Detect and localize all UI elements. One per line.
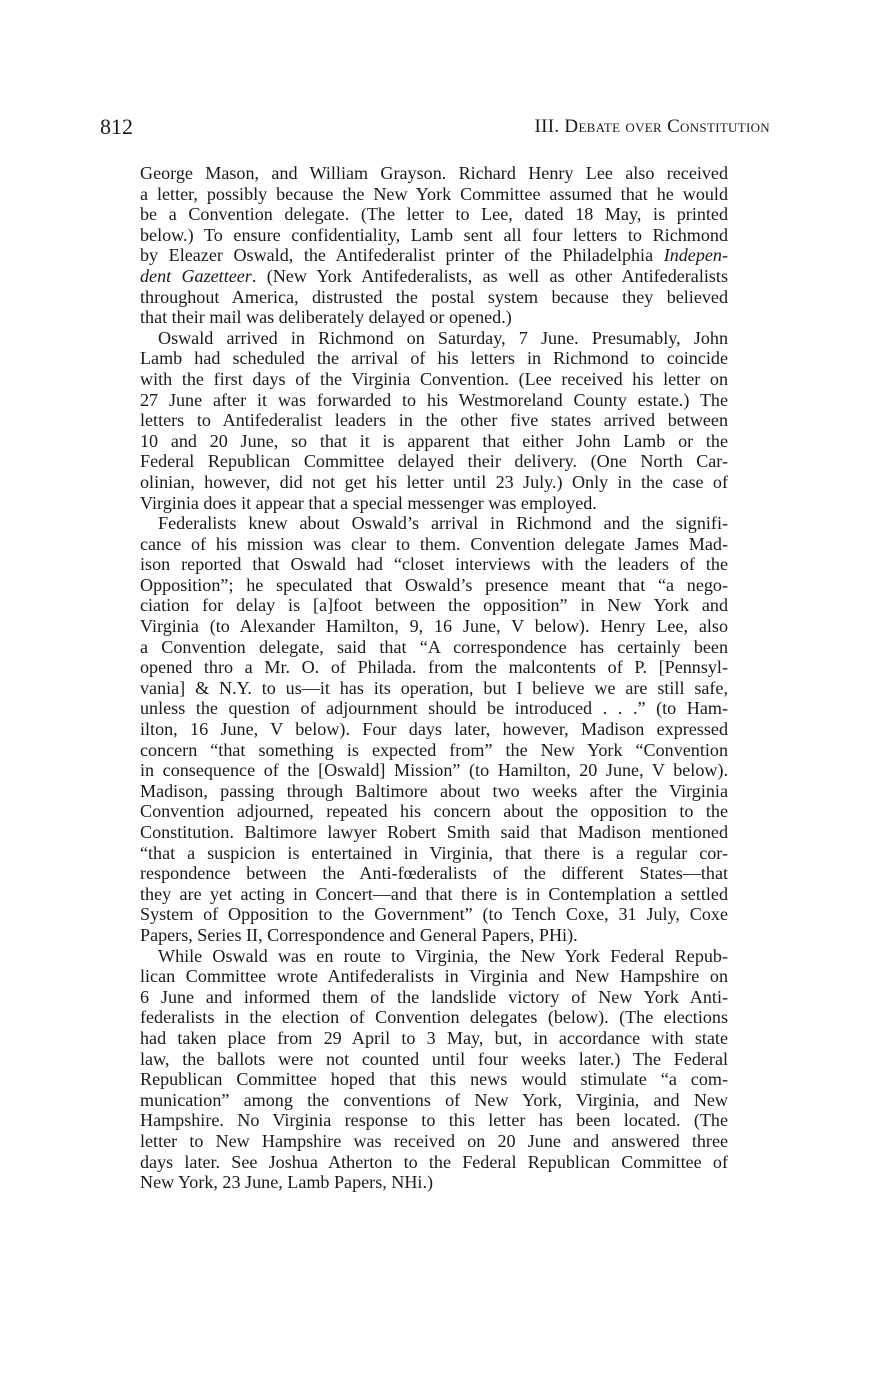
text-line: respondence between the Anti-fœderalists of the different States—that: [140, 863, 728, 884]
paragraph: [140, 946, 728, 1193]
text-line: ilton, 16 June, V below). Four days later, however, Madison expressed: [140, 719, 728, 740]
text-line: 27 June after it was forwarded to his Westmoreland County estate.) The: [140, 389, 728, 410]
running-head-title: Debate over Constitution: [564, 116, 770, 137]
text-line: While Oswald was en route to Virginia, the New York Federal Repub-: [158, 945, 728, 966]
text-line: Oswald arrived in Richmond on Saturday, 7 June. Presumably, John: [158, 327, 728, 348]
text-line: Constitution. Baltimore lawyer Robert Smith said that Madison mentioned: [140, 822, 728, 842]
paragraph: [140, 163, 728, 328]
text-line: a Convention delegate, said that “A correspondence has certainly been: [140, 636, 728, 657]
paragraph: [140, 513, 728, 945]
text-line: days later. See Joshua Atherton to the Federal Republican Committee of: [140, 1151, 728, 1172]
text-line: 10 and 20 June, so that it is apparent that either John Lamb or the: [140, 430, 728, 451]
text-line: George Mason, and William Grayson. Richard Henry Lee also received: [140, 163, 728, 183]
text-line: throughout America, distrusted the postal system because they believed: [140, 286, 728, 307]
text-line: 6 June and informed them of the landslide victory of New York Anti-: [140, 986, 728, 1007]
text-line: ison reported that Oswald had “closet interviews with the leaders of the: [140, 554, 728, 575]
text-line: Convention adjourned, repeated his concern about the opposition to the: [140, 801, 728, 822]
text-line: “that a suspicion is entertained in Virginia, that there is a regular cor-: [140, 842, 728, 863]
text-line: Lamb had scheduled the arrival of his letters in Richmond to coincide: [140, 348, 728, 369]
text-line: they are yet acting in Concert—and that there is in Contemplation a settled: [140, 883, 728, 904]
text-line: with the first days of the Virginia Convention. (Lee received his letter on: [140, 368, 728, 389]
text-line: Republican Committee hoped that this news would stimulate “a com-: [140, 1069, 728, 1090]
text-line: letter to New Hampshire was received on 20 June and answered three: [140, 1130, 728, 1151]
text-line: munication” among the conventions of New York, Virginia, and New: [140, 1089, 728, 1110]
text-line: by Eleazer Oswald, the Antifederalist printer of the Philadelphia Indepen-: [140, 245, 728, 266]
text-line: Papers, Series II, Correspondence and General Papers, PHi).: [140, 924, 578, 945]
text-line: cance of his mission was clear to them. Convention delegate James Mad-: [140, 533, 728, 554]
text-line: dent Gazetteer. (New York Antifederalists, as well as other Antifederalists: [140, 265, 728, 286]
page-number: 812: [100, 114, 133, 139]
paragraph: [140, 328, 728, 513]
text-line: Federalists knew about Oswald’s arrival in Richmond and the signifi-: [158, 513, 728, 534]
text-line: letters to Antifederalist leaders in the other five states arrived between: [140, 410, 728, 431]
text-line: opened thro a Mr. O. of Philada. from the malcontents of P. [Pennsyl-: [140, 657, 728, 678]
running-head-prefix: III.: [534, 116, 565, 137]
text-line: law, the ballots were not counted until four weeks later.) The Federal: [140, 1048, 728, 1069]
text-line: Federal Republican Committee delayed their delivery. (One North Car-: [140, 451, 728, 472]
text-line: olinian, however, did not get his letter until 23 July.) Only in the case of: [140, 471, 728, 492]
text-line: New York, 23 June, Lamb Papers, NHi.): [140, 1172, 433, 1193]
body-text: [140, 163, 728, 1193]
text-line: had taken place from 29 April to 3 May, but, in accordance with state: [140, 1027, 728, 1048]
text-line: vania] & N.Y. to us—it has its operation, but I believe we are still safe,: [140, 677, 728, 698]
text-line: Hampshire. No Virginia response to this letter has been located. (The: [140, 1110, 728, 1131]
text-line: Virginia does it appear that a special messenger was employed.: [140, 492, 597, 513]
text-line: concern “that something is expected from” the New York “Convention: [140, 739, 728, 760]
text-line: System of Opposition to the Government” (to Tench Coxe, 31 July, Coxe: [140, 904, 728, 925]
text-line: federalists in the election of Convention delegates (below). (The elections: [140, 1007, 728, 1028]
text-line: ciation for delay is [a]foot between the opposition” in New York and: [140, 595, 728, 616]
text-line: Opposition”; he speculated that Oswald’s presence meant that “a nego-: [140, 574, 728, 595]
running-head: [534, 116, 770, 138]
page-header: [100, 114, 770, 144]
text-line: that their mail was deliberately delayed or opened.): [140, 307, 512, 328]
text-line: below.) To ensure confidentiality, Lamb sent all four letters to Richmond: [140, 224, 728, 245]
text-line: Madison, passing through Baltimore about two weeks after the Virginia: [140, 780, 728, 801]
text-line: be a Convention delegate. (The letter to Lee, dated 18 May, is printed: [140, 204, 728, 225]
text-line: a letter, possibly because the New York Committee assumed that he would: [140, 183, 728, 204]
text-line: unless the question of adjournment should be introduced . . .” (to Ham-: [140, 698, 728, 719]
text-line: Virginia (to Alexander Hamilton, 9, 16 June, V below). Henry Lee, also: [140, 616, 728, 637]
text-line: in consequence of the [Oswald] Mission” (to Hamilton, 20 June, V below).: [140, 760, 728, 781]
text-line: lican Committee wrote Antifederalists in Virginia and New Hampshire on: [140, 966, 728, 987]
